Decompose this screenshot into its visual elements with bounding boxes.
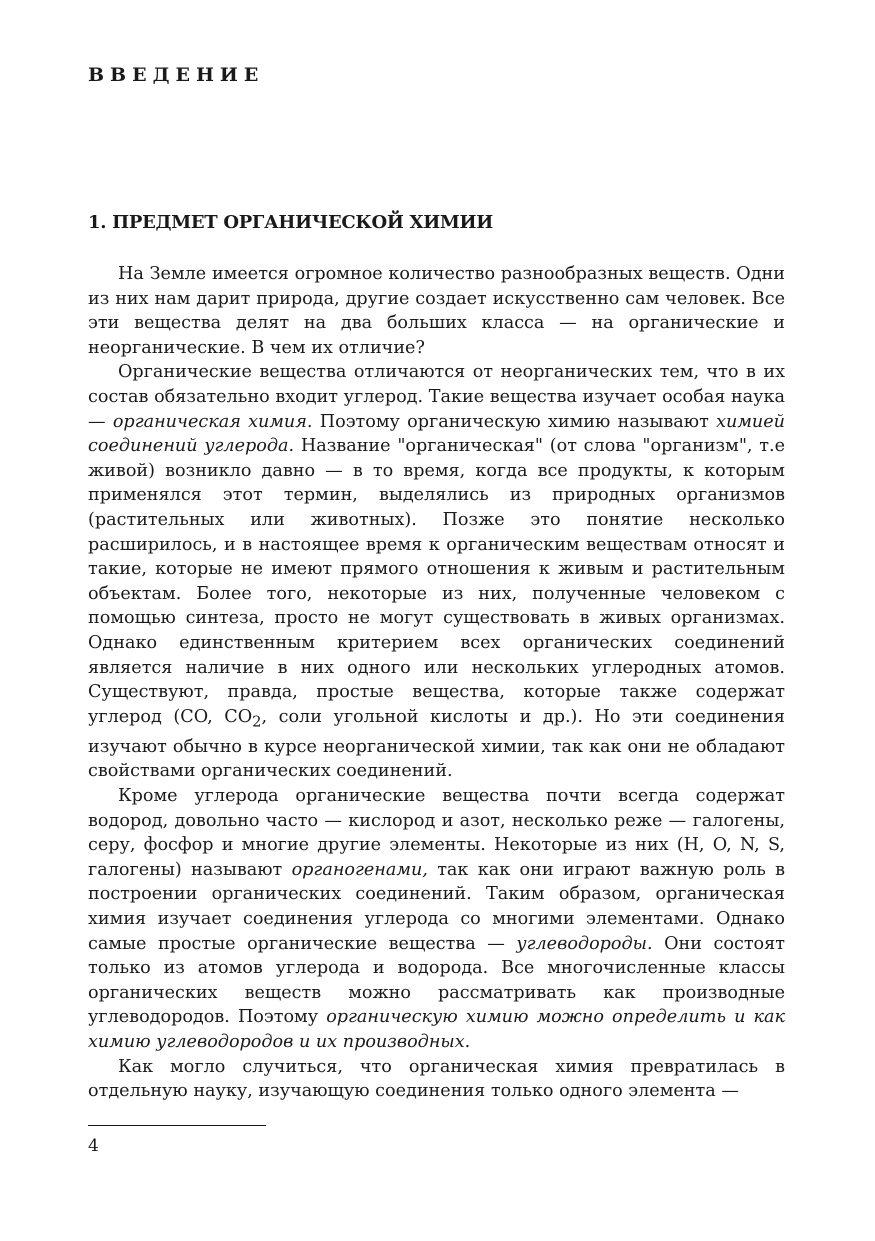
page-number: 4	[88, 1136, 99, 1156]
paragraph-3-text: Кроме углерода органические вещества почти всегда содержат водород, довольно часто — кислород и азот, несколько реже — галогены, серу, фосфор и многие другие элементы. Некоторые из них (H, O, N, S, галогены) называют	[88, 785, 785, 880]
paragraph-2-text: Органические вещества отличаются от неорганических тем, что в их состав обязательно входит углерод. Такие вещества изучает особая наука —	[88, 362, 785, 432]
chapter-title: ВВЕДЕНИЕ	[88, 64, 265, 86]
paragraph-2	[88, 360, 785, 784]
body-text	[88, 262, 785, 1104]
paragraph-1: На Земле имеется огромное количество разнообразных веществ. Одни из них нам дарит природа, другие создает искусственно сам человек. Все эти вещества делят на два больших класса — на органические и неорганические. В чем их отличие?	[88, 264, 785, 358]
paragraph-3-text: так как они играют важную роль в построении органических соединений. Таким образом, органическая химия изучает соединения углерода со многими элементами. Однако самые простые органические вещества —	[88, 859, 785, 954]
term-organogens: органогенами,	[291, 859, 428, 880]
definition-organic-chemistry: органическую химию можно определить и как химию углеводородов и их производных.	[88, 1007, 785, 1052]
paragraph-2-text: Поэтому органическую химию называют	[312, 411, 717, 432]
paragraph-2-text: Название "органическая" (от слова "организм", т.е живой) возникло давно — в то время, когда все продукты, к которым применялся этот термин, выделялись из природных организмов (растительных или животных). Позже это понятие несколько расширилось, и в настоящее время к органическим веществам относят и такие, которые не имеют прямого отношения к живым и растительным объектам. Более того, некоторые из них, полученные человеком с помощью синтеза, просто не могут существовать в живых организмах. Однако единственным критерием всех органических соединений является наличие в них одного или нескольких углеродных атомов. Существуют, правда, простые вещества, которые также содержат углерод (CO, CO	[88, 436, 785, 727]
paragraph-3-text: Они состоят только из атомов углерода и водорода. Все многочисленные классы органических веществ можно рассматривать как производные углеводородов. Поэтому	[88, 933, 785, 1028]
term-carbon-compounds-chemistry: химией соединений углерода.	[88, 411, 786, 457]
section-title: 1. ПРЕДМЕТ ОРГАНИЧЕСКОЙ ХИМИИ	[88, 212, 493, 233]
term-hydrocarbons: углеводороды.	[516, 933, 653, 954]
paragraph-4: Как могло случиться, что органическая химия превратилась в отдельную науку, изучающую соединения только одного элемента —	[88, 1056, 785, 1102]
paragraph-3	[88, 784, 785, 1055]
footnote-divider	[88, 1125, 266, 1126]
paragraph-2-text: , соли угольной кислоты и др.). Но эти соединения изучают обычно в курсе неорганической химии, так как они не обладают свойствами органических соединений.	[88, 706, 785, 782]
term-organic-chemistry: органическая химия.	[112, 411, 313, 432]
subscript: 2	[252, 713, 262, 731]
